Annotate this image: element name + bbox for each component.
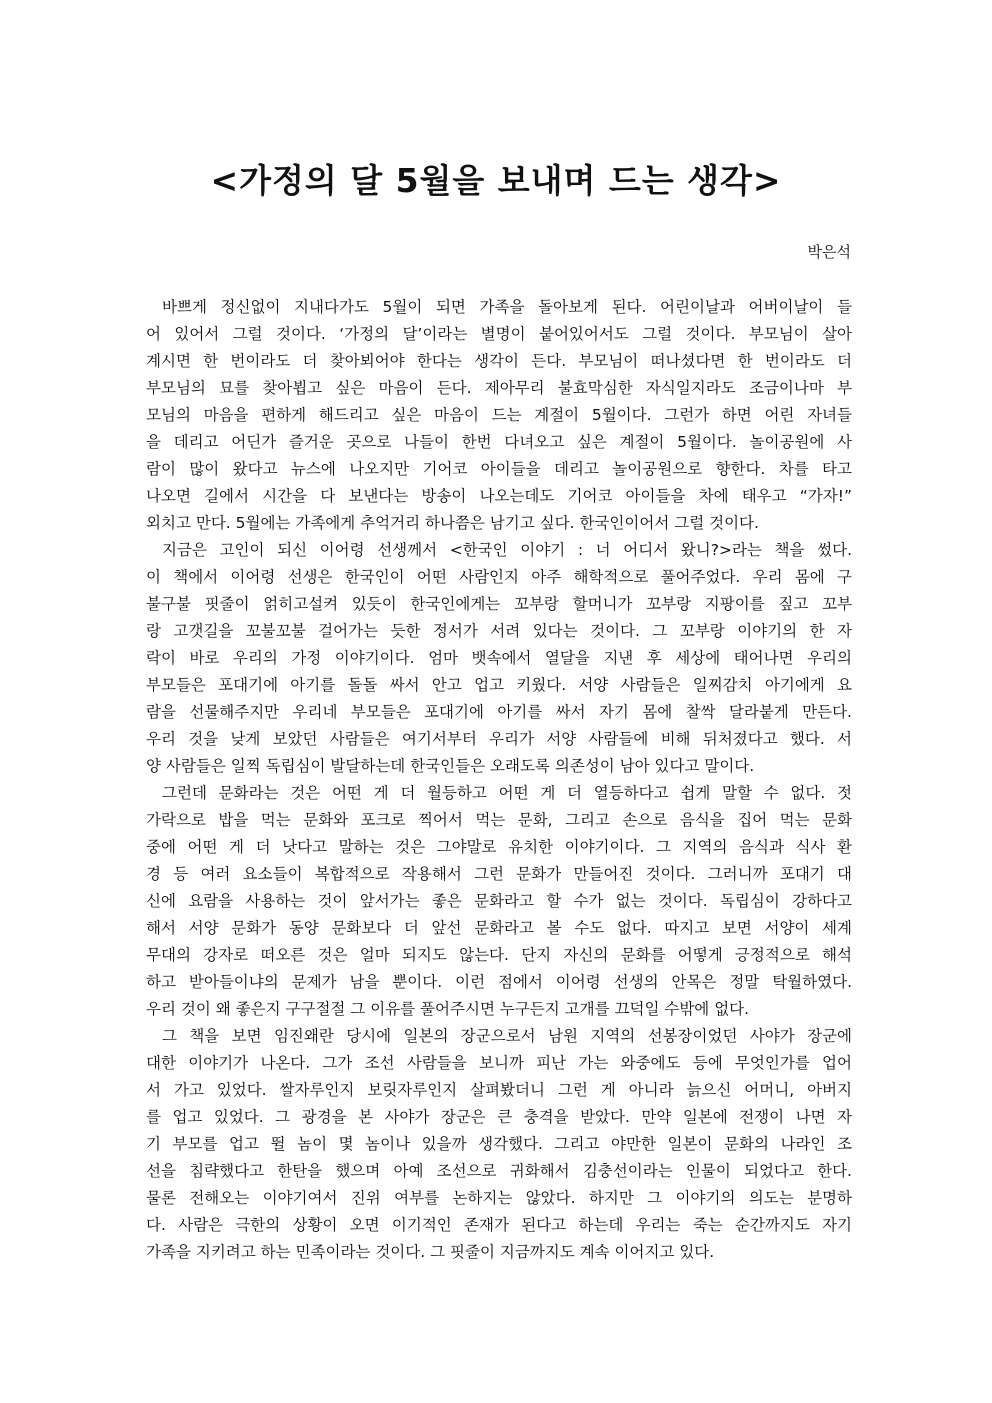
paragraph-line: 우리 것이 왜 좋은지 구구절절 그 이유를 풀어주시면 누구든지 고개를 끄덕일 수밖에 없다. — [146, 1000, 750, 1018]
paragraph-line: 신에 요람을 사용하는 것이 앞서가는 좋은 문화라고 할 수가 없는 것이다. 독립심이 강하다고 — [146, 892, 852, 910]
author-name: 박은석 — [807, 243, 851, 261]
paragraph-line: 중에 어떤 게 더 낫다고 말하는 것은 그야말로 유치한 이야기이다. 그 지역의 음식과 식사 환 — [146, 838, 852, 856]
paragraph-line: 이 책에서 이어령 선생은 한국인이 어떤 사람인지 아주 해학적으로 풀어주었다. 우리 몸에 구 — [146, 568, 852, 586]
paragraph-line: 대한 이야기가 나온다. 그가 조선 사람들을 보니까 피난 가는 와중에도 등에 무엇인가를 업어 — [146, 1054, 852, 1072]
document-title: <가정의 달 5월을 보내며 드는 생각> — [210, 161, 782, 200]
paragraph-line: 기 부모를 업고 뛸 놈이 몇 놈이나 있을까 생각했다. 그리고 야만한 일본이 문화의 나라인 조 — [146, 1135, 852, 1153]
paragraph-line: 하고 받아들이냐의 문제가 남을 뿐이다. 이런 점에서 이어령 선생의 안목은 정말 탁월하였다. — [146, 973, 852, 991]
paragraph-line: 람이 많이 왔다고 뉴스에 나오지만 기어코 아이들을 데리고 놀이공원으로 향한다. 차를 타고 — [146, 460, 852, 478]
paragraph-line: 다. 사람은 극한의 상황이 오면 이기적인 존재가 된다고 하는데 우리는 죽는 순간까지도 자기 — [146, 1216, 852, 1234]
paragraph-line: 해서 서양 문화가 동양 문화보다 더 앞선 문화라고 볼 수도 없다. 따지고 보면 서양이 세계 — [146, 919, 852, 937]
paragraph — [146, 537, 852, 780]
paragraph — [146, 1023, 852, 1266]
paragraph-line: 락이 바로 우리의 가정 이야기이다. 엄마 뱃속에서 열달을 지낸 후 세상에 태어나면 우리의 — [146, 649, 852, 667]
paragraph-line: 가락으로 밥을 먹는 문화와 포크로 찍어서 먹는 문화, 그리고 손으로 음식을 집어 먹는 문화 — [146, 811, 852, 829]
paragraph-line: 부모님의 묘를 찾아뵙고 싶은 마음이 든다. 제아무리 불효막심한 자식일지라도 조금이나마 부 — [146, 379, 852, 397]
document-body — [146, 294, 852, 1266]
paragraph — [146, 294, 852, 537]
paragraph-line: 바쁘게 정신없이 지내다가도 5월이 되면 가족을 돌아보게 된다. 어린이날과 어버이날이 들 — [162, 298, 852, 316]
paragraph — [146, 780, 852, 1023]
paragraph-line: 람을 선물해주지만 우리네 부모들은 포대기에 아기를 싸서 자기 몸에 찰싹 달라붙게 만든다. — [146, 703, 852, 721]
paragraph-line: 우리 것을 낮게 보았던 사람들은 여기서부터 우리가 서양 사람들에 비해 뒤처졌다고 했다. 서 — [146, 730, 852, 748]
paragraph-line: 물론 전해오는 이야기여서 진위 여부를 논하지는 않았다. 하지만 그 이야기의 의도는 분명하 — [146, 1189, 852, 1207]
paragraph-line: 랑 고갯길을 꼬불꼬불 걸어가는 듯한 정서가 서려 있다는 것이다. 그 꼬부랑 이야기의 한 자 — [146, 622, 852, 640]
paragraph-line: 경 등 여러 요소들이 복합적으로 작용해서 그런 문화가 만들어진 것이다. 그러니까 포대기 대 — [146, 865, 852, 883]
paragraph-line: 그런데 문화라는 것은 어떤 게 더 월등하고 어떤 게 더 열등하다고 쉽게 말할 수 없다. 젓 — [162, 784, 852, 802]
paragraph-line: 지금은 고인이 되신 이어령 선생께서 <한국인 이야기 : 너 어디서 왔니?>라는 책을 썼다. — [162, 541, 852, 559]
paragraph-line: 양 사람들은 일찍 독립심이 발달하는데 한국인들은 오래도록 의존성이 남아 있다고 말이다. — [146, 757, 755, 775]
paragraph-line: 무대의 강자로 떠오른 것은 얼마 되지도 않는다. 단지 자신의 문화를 어떻게 긍정적으로 해석 — [146, 946, 852, 964]
paragraph-line: 를 업고 있었다. 그 광경을 본 사야가 장군은 큰 충격을 받았다. 만약 일본에 전쟁이 나면 자 — [146, 1108, 852, 1126]
paragraph-line: 가족을 지키려고 하는 민족이라는 것이다. 그 핏줄이 지금까지도 계속 이어지고 있다. — [146, 1243, 715, 1261]
paragraph-line: 계시면 한 번이라도 더 찾아뵈어야 한다는 생각이 든다. 부모님이 떠나셨다면 한 번이라도 더 — [146, 352, 852, 370]
paragraph-line: 불구불 핏줄이 얽히고설켜 있듯이 한국인에게는 꼬부랑 할머니가 꼬부랑 지팡이를 짚고 꼬부 — [146, 595, 852, 613]
paragraph-line: 그 책을 보면 임진왜란 당시에 일본의 장군으로서 남원 지역의 선봉장이었던 사야가 장군에 — [162, 1027, 852, 1045]
paragraph-line: 모님의 마음을 편하게 해드리고 싶은 마음이 드는 계절이 5월이다. 그런가 하면 어린 자녀들 — [146, 406, 852, 424]
paragraph-line: 부모들은 포대기에 아기를 돌돌 싸서 안고 업고 키웠다. 서양 사람들은 일찌감치 아기에게 요 — [146, 676, 852, 694]
paragraph-line: 선을 침략했다고 한탄을 했으며 아예 조선으로 귀화해서 김충선이라는 인물이 되었다고 한다. — [146, 1162, 852, 1180]
paragraph-line: 을 데리고 어딘가 즐거운 곳으로 나들이 한번 다녀오고 싶은 계절이 5월이다. 놀이공원에 사 — [146, 433, 852, 451]
paragraph-line: 어 있어서 그럴 것이다. ‘가정의 달’이라는 별명이 붙어있어서도 그럴 것이다. 부모님이 살아 — [146, 325, 852, 343]
paragraph-line: 서 가고 있었다. 쌀자루인지 보릿자루인지 살펴봤더니 그런 게 아니라 늙으신 어머니, 아버지 — [146, 1081, 852, 1099]
paragraph-line: 나오면 길에서 시간을 다 보낸다는 방송이 나오는데도 기어코 아이들을 차에 태우고 “가자!” — [146, 487, 852, 505]
paragraph-line: 외치고 만다. 5월에는 가족에게 추억거리 하나쯤은 남기고 싶다. 한국인이어서 그럴 것이다. — [146, 514, 759, 532]
